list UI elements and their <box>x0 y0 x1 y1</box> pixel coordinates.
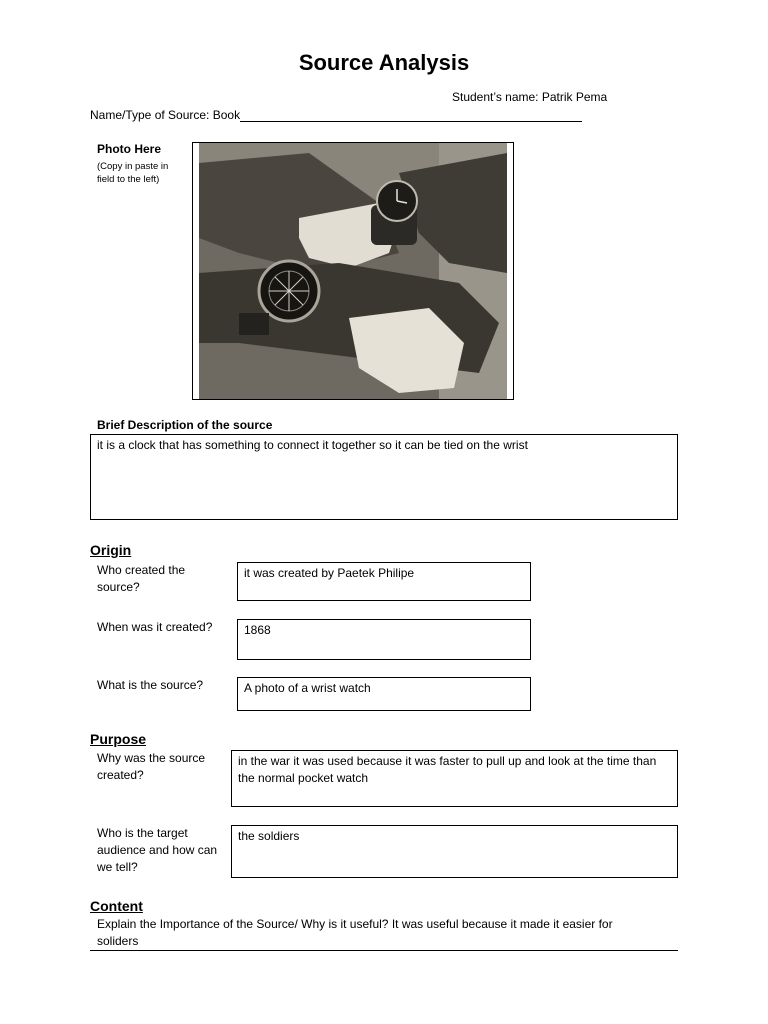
photo-label: Photo Here <box>97 142 162 156</box>
purpose-heading: Purpose <box>90 731 147 747</box>
origin-heading: Origin <box>90 542 132 558</box>
target-audience-label: Who is the target audience and how can we tell? <box>97 826 218 874</box>
who-created-label: Who created the source? <box>97 563 186 594</box>
why-created-box[interactable]: in the war it was used because it was faster to pull up and look at the time than the normal pocket watch <box>231 750 678 807</box>
when-created-label: When was it created? <box>97 620 213 634</box>
description-box[interactable]: it is a clock that has something to connect it together so it can be tied on the wrist <box>90 434 678 520</box>
wrist-watch-photo <box>199 143 507 399</box>
photo-frame <box>192 142 514 400</box>
photo-hint: (Copy in paste in field to the left) <box>97 161 169 185</box>
source-type-label: Name/Type of Source: Book <box>90 108 241 122</box>
why-created-label: Why was the source created? <box>97 751 206 782</box>
when-created-box[interactable]: 1868 <box>237 619 531 660</box>
importance-text[interactable]: Explain the Importance of the Source/ Why is it useful? It was useful because it made it easier for soliders <box>97 917 613 948</box>
what-source-label: What is the source? <box>97 678 204 692</box>
source-type-line <box>90 108 582 122</box>
student-name: Student’s name: Patrik Pema <box>452 90 608 104</box>
description-label: Brief Description of the source <box>97 418 273 432</box>
page-title: Source Analysis <box>298 50 470 75</box>
content-heading: Content <box>90 898 143 914</box>
who-created-box[interactable]: it was created by Paetek Philipe <box>237 562 531 601</box>
what-source-box[interactable]: A photo of a wrist watch <box>237 677 531 711</box>
answer-underline <box>90 950 678 951</box>
target-audience-box[interactable]: the soldiers <box>231 825 678 878</box>
source-type-underline <box>240 108 582 122</box>
